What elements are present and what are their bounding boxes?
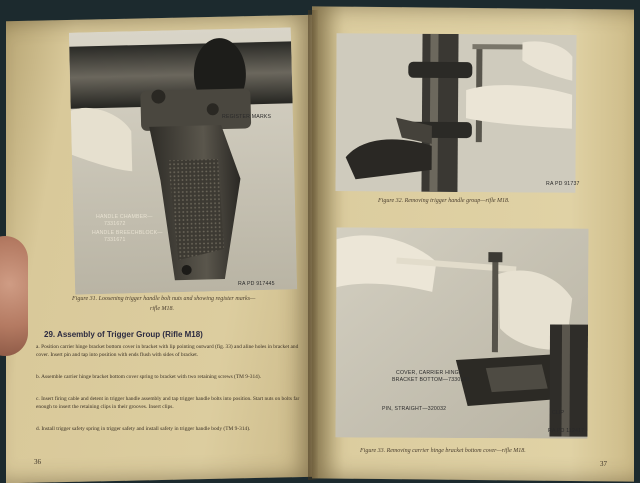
label-handle-breechblock-num: 7331671 — [104, 237, 126, 243]
label-ra-pd-31: RA PD 917445 — [238, 281, 275, 287]
paragraph-a: a. Position carrier hinge bracket bottom cover in bracket with lip pointing outward (fig. 33) and aline holes in bracket and cover. Insert pin and tap into position with ends flush with sides of bracket. — [36, 344, 299, 358]
figure-31-caption-line2: rifle M18. — [150, 306, 174, 312]
figure-32-caption: Figure 32. Removing trigger handle group—rifle M18. — [378, 198, 510, 204]
label-cover-line1: COVER, CARRIER HINGE — [396, 370, 463, 376]
figure-31-photo — [69, 27, 297, 294]
figure-32-photo — [335, 33, 576, 193]
paragraph-b: b. Assemble carrier hinge bracket bottom cover spring to bracket with two retaining screws (TM 9-314). — [36, 374, 261, 380]
right-page-number: 37 — [600, 460, 607, 468]
label-pin-straight: PIN, STRAIGHT—320032 — [382, 406, 447, 412]
paragraph-d: d. Install trigger safety spring in trigger safety and install safety in trigger handle body (TM 9-314). — [36, 426, 251, 432]
left-page-number: 36 — [34, 458, 41, 466]
label-clip: CLIP — [552, 410, 565, 416]
book-spine — [308, 10, 318, 480]
paragraph-c: c. Insert firing cable and detent in trigger handle assembly and tap trigger handle bolts into position. Start nuts on bolts far enough to insert the retaining clips in their grooves. Insert clips. — [36, 396, 300, 410]
label-handle-chamber: HANDLE CHAMBER— — [96, 214, 153, 220]
figure-33-caption: Figure 33. Removing carrier hinge bracket bottom cover—rifle M18. — [360, 448, 526, 454]
holding-thumb — [0, 236, 28, 356]
figure-31-caption-line1: Figure 31. Loosening trigger handle bolt nuts and showing register marks— — [72, 296, 256, 302]
label-ra-pd-33: RA PD 112417 — [548, 428, 585, 434]
section-heading: 29. Assembly of Trigger Group (Rifle M18) — [44, 330, 203, 339]
label-cover-line2: BRACKET BOTTOM—7330589 — [392, 377, 470, 383]
label-handle-breechblock: HANDLE BREECHBLOCK— — [92, 230, 163, 236]
label-handle-chamber-num: 7331672 — [104, 221, 126, 227]
figure-33-photo — [335, 227, 588, 438]
label-ra-pd-32: RA PD 91737 — [546, 181, 580, 187]
label-register-marks: REGISTER MARKS — [222, 114, 272, 120]
